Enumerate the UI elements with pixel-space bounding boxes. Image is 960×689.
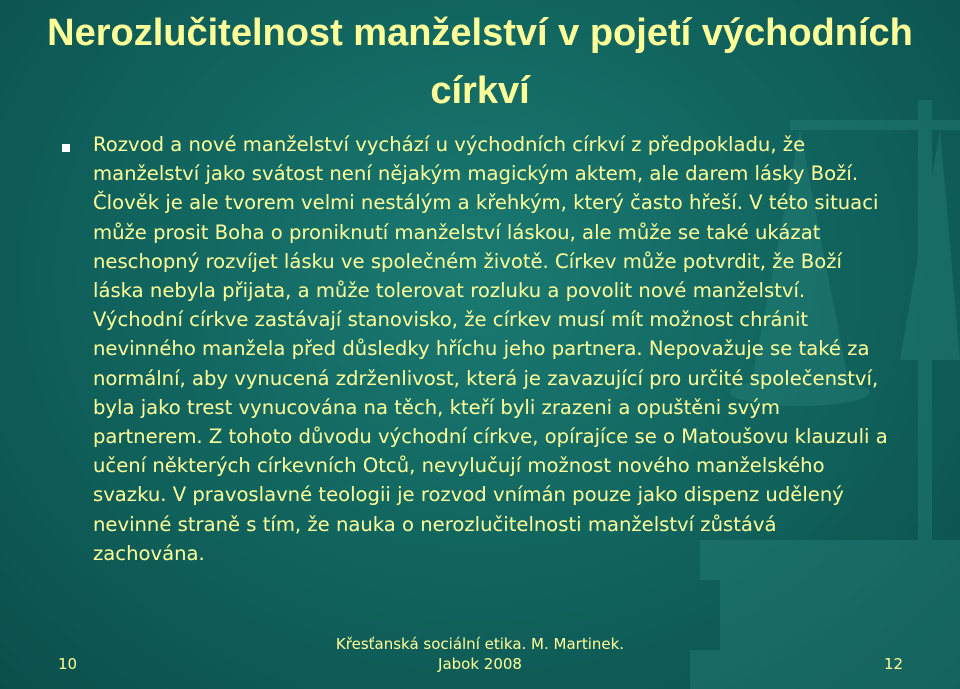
slide-number: 12 xyxy=(884,655,904,673)
slide-title: Nerozlučitelnost manželství v pojetí východních církví xyxy=(47,12,913,112)
footer-center xyxy=(330,634,630,674)
footer-place-line: Jabok 2008 xyxy=(438,655,522,673)
bullet-square-icon xyxy=(62,144,70,152)
footer-course-line: Křesťanská sociální etika. M. Martinek. xyxy=(335,635,625,653)
slide-body-text: Rozvod a nové manželství vychází u východních církví z předpokladu, že manželství jako svátost není nějakým magickým aktem, ale darem lásky Boží. Člověk je ale tvorem velmi nestálým a křehkým, který často hřeší. V této situaci může prosit Boha o proniknutí manželství láskou, ale může se také ukázat neschopný rozvíjet lásku ve společném životě. Církev může potvrdit, že Boží láska nebyla přijata, a může tolerovat rozluku a povolit nové manželství. Východní církve zastávají stanovisko, že církev musí mít možnost chránit nevinného manžela před důsledky hříchu jeho partnera. Nepovažuje se také za normální, aby vynucená zdrženlivost, která je zavazující pro určité společenství, byla jako trest vynucována na těch, kteří byli zrazeni a opuštěni svým partnerem. Z tohoto důvodu východní církve, opírajíce se o Matoušovu klauzuli a učení některých církevních Otců, nevylučují možnost nového manželského svazku. V pravoslavné teologii je rozvod vnímán pouze jako dispenz udělený nevinné straně s tím, že nauka o nerozlučitelnosti manželství zůstává zachována. xyxy=(93,133,888,565)
footer-left-number: 10 xyxy=(58,655,78,673)
